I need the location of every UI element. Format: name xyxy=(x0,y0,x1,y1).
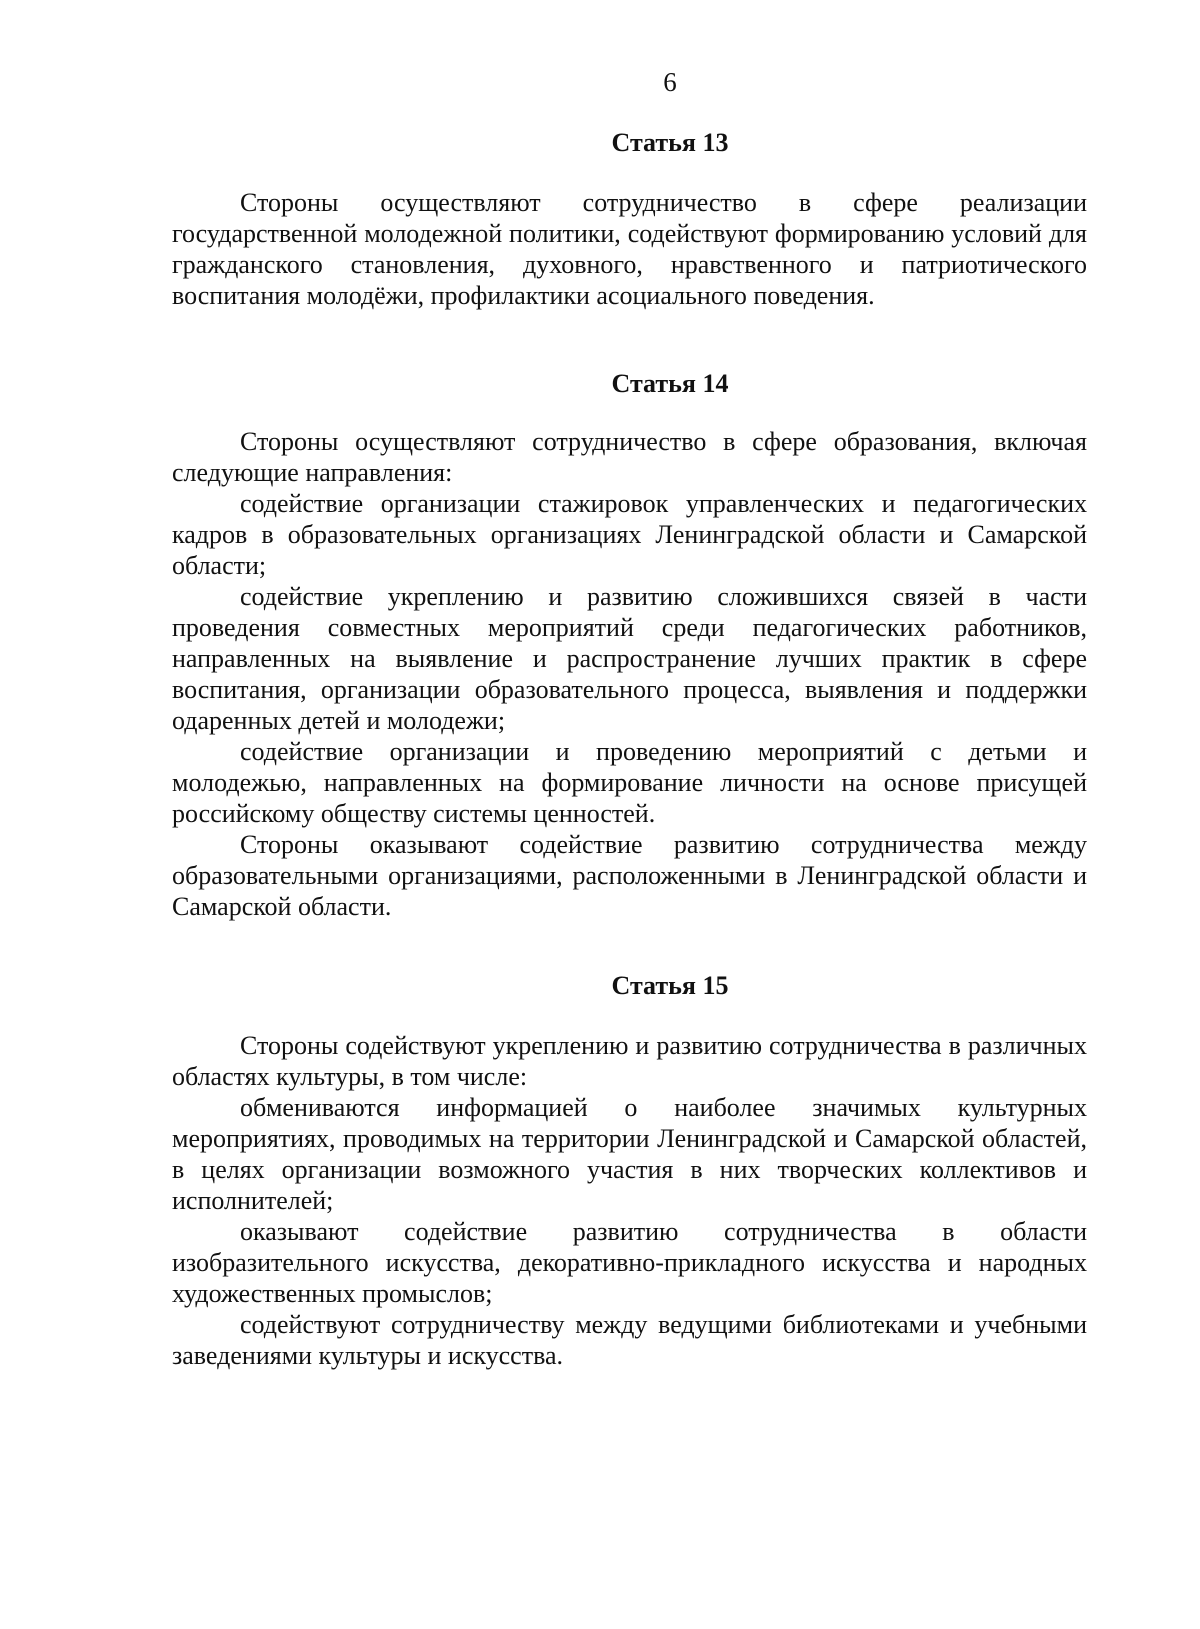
article-15-body xyxy=(172,1030,1087,1371)
article-13-heading: Статья 13 xyxy=(611,128,729,157)
article-15-heading: Статья 15 xyxy=(611,971,729,1000)
article-13-paragraph-1: Стороны осуществляют сотрудничество в сфере реализации государственной молодежной политики, содействуют формированию условий для гражданского становления, духовного, нравственного и патриотического воспитания молодёжи, профилактики асоциального поведения. xyxy=(172,188,1087,310)
page-number: 6 xyxy=(663,67,677,97)
article-13-body xyxy=(172,187,1087,311)
article-14-heading: Статья 14 xyxy=(611,369,729,398)
article-15-paragraph-2: обмениваются информацией о наиболее значимых культурных мероприятиях, проводимых на территории Ленинградской и Самарской областей, в целях организации возможного участия в них творческих коллективов и исполнителей; xyxy=(172,1093,1087,1215)
article-15-paragraph-4: содействуют сотрудничеству между ведущими библиотеками и учебными заведениями культуры и искусства. xyxy=(172,1310,1087,1370)
article-15-paragraph-1: Стороны содействуют укреплению и развитию сотрудничества в различных областях культуры, в том числе: xyxy=(172,1031,1087,1091)
article-15-paragraph-3: оказывают содействие развитию сотрудничества в области изобразительного искусства, декоративно-прикладного искусства и народных художественных промыслов; xyxy=(172,1217,1087,1308)
article-14-paragraph-3: содействие укреплению и развитию сложившихся связей в части проведения совместных мероприятий среди педагогических работников, направленных на выявление и распространение лучших практик в сфере воспитания, организации образовательного процесса, выявления и поддержки одаренных детей и молодежи; xyxy=(172,582,1087,735)
article-14-paragraph-1: Стороны осуществляют сотрудничество в сфере образования, включая следующие направления: xyxy=(172,427,1087,487)
article-14-paragraph-5: Стороны оказывают содействие развитию сотрудничества между образовательными организациями, расположенными в Ленинградской области и Самарской области. xyxy=(172,830,1087,921)
article-14-paragraph-4: содействие организации и проведению мероприятий с детьми и молодежью, направленных на формирование личности на основе присущей российскому обществу системы ценностей. xyxy=(172,737,1087,828)
article-14-body xyxy=(172,426,1087,922)
article-14-paragraph-2: содействие организации стажировок управленческих и педагогических кадров в образовательных организациях Ленинградской области и Самарской области; xyxy=(172,489,1087,580)
